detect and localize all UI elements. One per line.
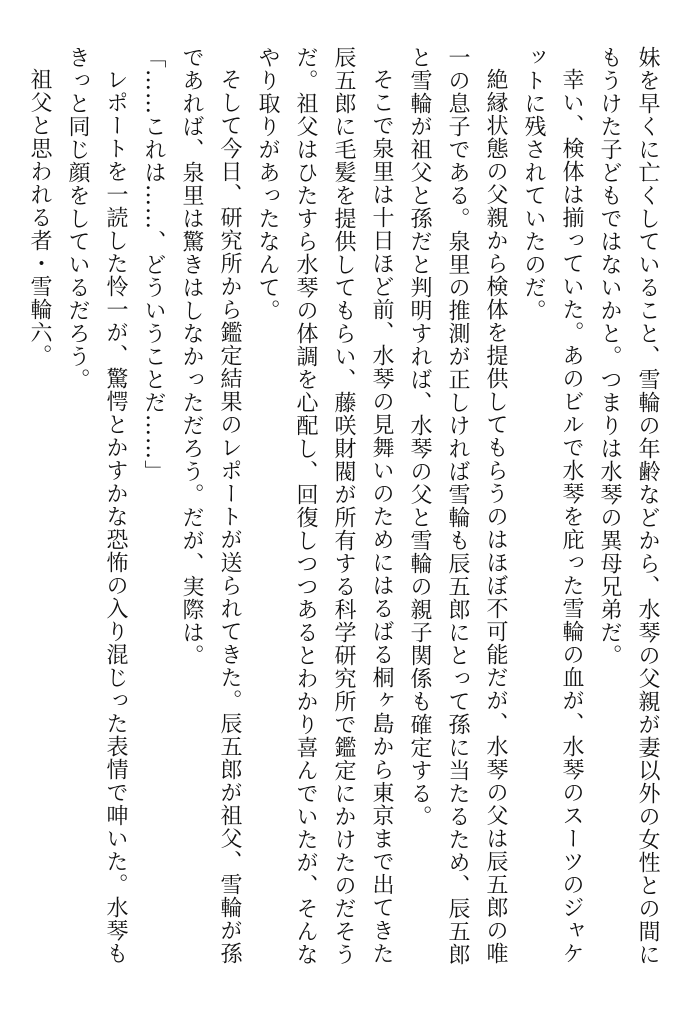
vertical-text-column xyxy=(20,46,666,986)
dialogue-line: 「……これは……、どういうことだ……」 xyxy=(141,46,166,483)
paragraph: レポートを一読した怜一が、驚愕とかすかな恐怖の入り混じった表情で呻いた。水琴もきっと同じ顔をしているだろう。 xyxy=(65,46,128,965)
paragraph: そこで泉里は十日ほど前、水琴の見舞いのためにはるばる桐ヶ島から東京まで出てきた辰五郎に毛髪を提供してもらい、藤咲財閥が所有する科学研究所で鑑定にかけたのだそうだ。祖父はひたすら水琴の体調を心配し、回復しつつあるとわかり喜んでいたが、そんなやり取りがあったなんて。 xyxy=(255,46,394,966)
paragraph: 絶縁状態の父親から検体を提供してもらうのはほぼ不可能だが、水琴の父は辰五郎の唯一の息子である。泉里の推測が正しければ雪輪も辰五郎にとって孫に当たるため、辰五郎と雪輪が祖父と孫だと判明すれば、水琴の父と雪輪の親子関係も確定する。 xyxy=(407,46,508,966)
paragraph: 祖父と思われる者・雪輪六。 xyxy=(27,68,52,367)
paragraph: そして今日、研究所から鑑定結果のレポートが送られてきた。辰五郎が祖父、雪輪が孫であれば、泉里は驚きはしなかっただろう。だが、実際は。 xyxy=(179,46,242,965)
paragraph: 幸い、検体は揃っていた。あのビルで水琴を庇った雪輪の血が、水琴のスーツのジャケットに残されていたのだ。 xyxy=(521,46,584,965)
paragraph: 妹を早くに亡くしていること、雪輪の年齢などから、水琴の父親が妻以外の女性との間にもうけた子どもではないかと。つまりは水琴の異母兄弟だ。 xyxy=(597,46,660,966)
